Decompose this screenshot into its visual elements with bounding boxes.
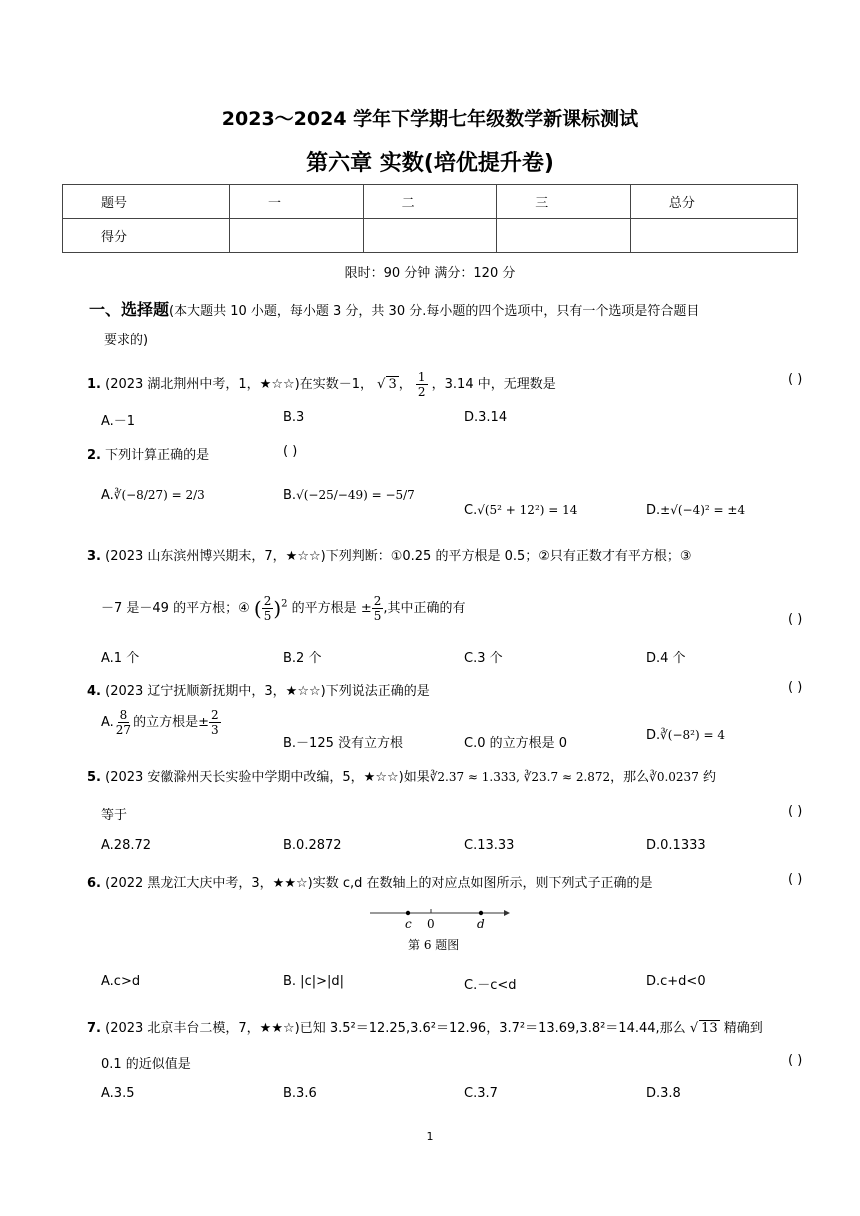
answer-blank: ( ): [788, 872, 803, 887]
section-desc: (本大题共 10 小题，每小题 3 分，共 30 分.每小题的四个选项中，只有一个选项是符合题目: [169, 304, 700, 319]
section-desc-cont: 要求的): [104, 333, 149, 348]
sqrt-expr: √ 13: [689, 1021, 718, 1036]
option-a: A.3.5: [101, 1086, 135, 1101]
option-d: D.3.14: [464, 410, 508, 425]
option-d: D.0.1333: [646, 838, 706, 853]
numerator: 2: [263, 594, 272, 608]
table-cell: 总分: [630, 185, 797, 219]
question-number: 4.: [87, 684, 101, 699]
question-text: ,其中正确的有: [383, 601, 466, 616]
question-text: 精确到: [723, 1021, 763, 1036]
number-line-figure: [368, 902, 518, 934]
point-d: [479, 911, 483, 915]
question-text: －7 是－49 的平方根；④: [101, 601, 250, 616]
option-a: A.c>d: [101, 974, 141, 989]
option-b: [283, 488, 415, 503]
question-text: (2023 辽宁抚顺新抚期中，3，★☆☆)下列说法正确的是: [105, 684, 430, 699]
section-heading: [89, 297, 699, 320]
answer-blank: ( ): [788, 804, 803, 819]
pm-sign: ±: [360, 601, 372, 616]
score-table-header-row: [63, 185, 798, 219]
math-expr: √(5² + 12²) = 14: [477, 503, 578, 517]
paren-open: (: [253, 596, 262, 621]
numerator: 1: [417, 370, 426, 384]
table-cell: 得分: [63, 219, 230, 253]
sqrt-expr: √ 3: [377, 377, 397, 392]
answer-blank: ( ): [788, 680, 803, 695]
option-c: C.－c<d: [464, 978, 517, 993]
option-c: C.0 的立方根是 0: [464, 736, 568, 751]
exponent: 2: [281, 598, 288, 610]
question-2: [87, 444, 209, 463]
radicand: 13: [701, 1021, 718, 1036]
option-b: B.3: [283, 410, 305, 425]
question-text: ，3.14 中，无理数是: [431, 377, 556, 392]
question-number: 2.: [87, 448, 101, 463]
arrow-icon: [504, 910, 510, 916]
exam-info: 限时：90 分钟 满分：120 分: [344, 266, 516, 281]
question-5: [87, 766, 716, 785]
denominator: 2: [417, 385, 426, 399]
option-c: C.13.33: [464, 838, 515, 853]
option-label: D.: [646, 503, 661, 518]
page-number: 1: [426, 1130, 434, 1143]
figure-caption: 第 6 题图: [408, 938, 460, 952]
math-expr: ∛0.0237: [649, 770, 699, 784]
label-d: d: [477, 917, 485, 931]
question-7-line2: 0.1 的近似值是: [101, 1057, 191, 1072]
numerator: 2: [373, 594, 382, 608]
denominator: 3: [211, 723, 219, 737]
score-table-score-row: [63, 219, 798, 253]
denominator: 5: [263, 609, 272, 623]
numerator: 2: [211, 708, 219, 722]
question-text: ，那么: [610, 770, 650, 785]
question-number: 7.: [87, 1021, 101, 1036]
question-number: 3.: [87, 549, 101, 564]
table-cell: [630, 219, 797, 253]
question-text: (2023 安徽滁州天长实验中学期中改编，5，★☆☆)如果: [105, 770, 430, 785]
option-b: B.－125 没有立方根: [283, 736, 403, 751]
option-d: D.3.8: [646, 1086, 681, 1101]
question-text: 约: [702, 770, 716, 785]
option-a: [101, 488, 205, 503]
table-cell: 二: [363, 185, 497, 219]
question-3-line2: [101, 594, 466, 623]
option-label: A.: [101, 715, 114, 730]
option-d: D.4 个: [646, 651, 686, 666]
option-a: A.－1: [101, 414, 136, 429]
answer-blank: ( ): [788, 1053, 803, 1068]
option-d: D.c+d<0: [646, 974, 706, 989]
option-c: [464, 503, 577, 518]
radicand: 3: [388, 377, 397, 392]
option-b: B.0.2872: [283, 838, 342, 853]
question-5-line2: 等于: [101, 808, 128, 823]
answer-blank: ( ): [788, 612, 803, 627]
option-label: C.: [464, 503, 478, 518]
numerator: 8: [119, 708, 128, 722]
question-text: (2023 湖北荆州中考，1，★☆☆)在实数－1，: [105, 377, 373, 392]
fraction: [209, 708, 221, 737]
option-a: A.1 个: [101, 651, 140, 666]
math-expr: ∛(−8²) = 4: [660, 728, 725, 742]
fraction: [262, 594, 274, 623]
question-text: 下列计算正确的是: [105, 448, 210, 463]
option-d: [646, 728, 725, 743]
answer-blank: ( ): [283, 444, 298, 459]
table-cell: 三: [497, 185, 631, 219]
question-number: 6.: [87, 876, 101, 891]
option-c: C.3.7: [464, 1086, 498, 1101]
question-text: (2023 山东滨州博兴期末，7，★☆☆)下列判断：①0.25 的平方根是 0.5；②只有正数才有平方根；③: [105, 549, 692, 564]
pm-sign: ±: [198, 715, 209, 730]
question-7: [87, 1017, 763, 1036]
answer-blank: ( ): [788, 372, 803, 387]
table-cell: [497, 219, 631, 253]
option-label: A.: [101, 488, 114, 503]
math-expr: ±√(−4)² = ±4: [660, 503, 746, 517]
point-c: [406, 911, 410, 915]
option-a: [101, 708, 221, 737]
question-text: 的平方根是: [291, 601, 357, 616]
denominator: 5: [373, 609, 382, 623]
table-cell: 一: [230, 185, 364, 219]
label-c: c: [405, 917, 412, 931]
question-text: 的立方根是: [133, 715, 199, 730]
chapter-title: 第六章 实数(培优提升卷): [306, 151, 554, 176]
option-b: B.3.6: [283, 1086, 317, 1101]
question-4: [87, 680, 430, 699]
paren-close: ): [273, 596, 282, 621]
denominator: 27: [115, 723, 132, 737]
question-number: 5.: [87, 770, 101, 785]
math-expr: √(−25/−49) = −5/7: [296, 488, 415, 502]
table-cell: [363, 219, 497, 253]
question-number: 1.: [87, 377, 101, 392]
fraction: [372, 594, 384, 623]
question-3: [87, 545, 692, 564]
exam-title: 2023～2024 学年下学期七年级数学新课标测试: [221, 108, 639, 130]
option-b: B. |c|>|d|: [283, 974, 344, 989]
question-text: (2022 黑龙江大庆中考，3，★★☆)实数 c,d 在数轴上的对应点如图所示，则下列式子正确的是: [105, 876, 653, 891]
option-label: D.: [646, 728, 661, 743]
option-d: [646, 503, 745, 518]
label-0: 0: [427, 917, 435, 931]
score-table: [62, 184, 798, 253]
option-c: C.3 个: [464, 651, 503, 666]
option-a: A.28.72: [101, 838, 152, 853]
table-cell: 题号: [63, 185, 230, 219]
math-expr: ∛2.37 ≈ 1.333, ∛23.7 ≈ 2.872: [429, 770, 611, 784]
math-expr: ∛(−8/27) = 2/3: [113, 488, 205, 502]
fraction: [416, 370, 428, 399]
option-b: B.2 个: [283, 651, 322, 666]
option-label: B.: [283, 488, 297, 503]
question-6: [87, 872, 653, 891]
separator: ，: [398, 377, 412, 392]
table-cell: [230, 219, 364, 253]
question-1: [87, 370, 556, 399]
fraction: [114, 708, 133, 737]
section-title: 一、选择题: [89, 300, 170, 319]
question-text: (2023 北京丰台二模，7，★★☆)已知 3.5²＝12.25,3.6²＝12.96，3.7²＝13.69,3.8²＝14.44,那么: [105, 1021, 686, 1036]
